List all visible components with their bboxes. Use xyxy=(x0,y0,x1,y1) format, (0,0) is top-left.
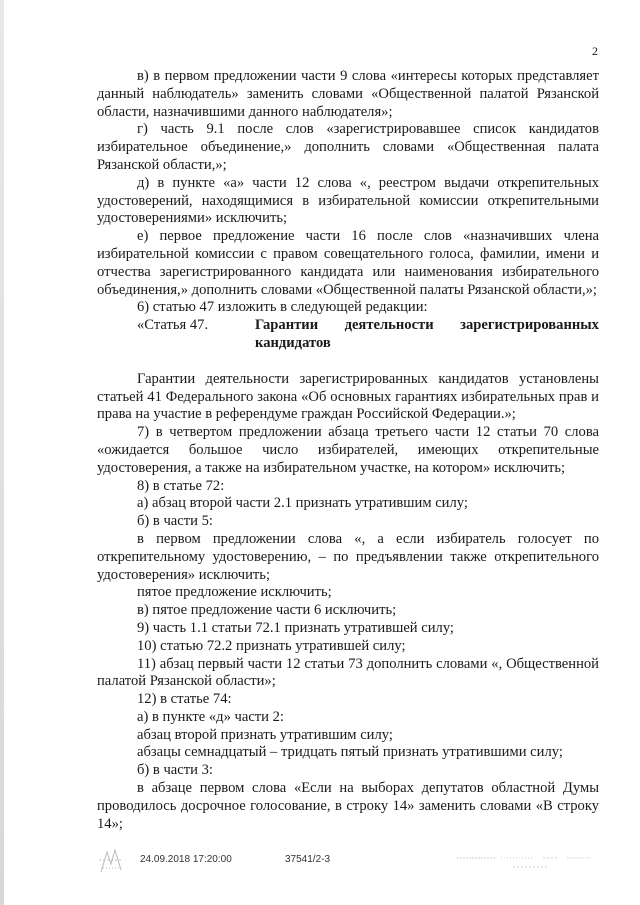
paragraph: а) абзац второй части 2.1 признать утратившим силу; xyxy=(137,495,468,512)
faded-signature-mark xyxy=(455,852,595,872)
article-title-line2: кандидатов xyxy=(255,334,331,351)
paragraph: в) пятое предложение части 6 исключить; xyxy=(137,602,397,619)
paragraph: в первом предложении слова «, а если избиратель голосует по открепительному удостоверению, – по предъявлении также открепительного удостоверения» исключить; xyxy=(97,530,599,583)
scan-edge xyxy=(0,0,4,905)
paragraph: в абзаце первом слова «Если на выборах депутатов областной Думы проводилось досрочное голосование, в строку 14» заменить словами «В строку 14»; xyxy=(97,780,599,832)
paragraph: 11) абзац первый части 12 статьи 73 дополнить словами «, Общественной палатой Рязанской области»; xyxy=(97,655,599,690)
article-title-word: Гарантии xyxy=(255,317,319,334)
paragraph: 10) статью 72.2 признать утратившей силу; xyxy=(137,637,406,654)
spacer xyxy=(97,353,599,371)
article-title-word: деятельности xyxy=(344,317,434,334)
paragraph: е) первое предложение части 16 после слов «назначивших члена избирательной комиссии с правом совещательного голоса, фамилии, имени и отчества зарегистрированного кандидата или наименования избирательного объединения,» дополнить словами «Общественной палаты Рязанской области,»; xyxy=(97,228,599,298)
paragraph: 9) часть 1.1 статьи 72.1 признать утратившей силу; xyxy=(137,619,454,636)
paragraph-group-1 xyxy=(97,68,599,317)
paragraph: 6) статью 47 изложить в следующей редакции: xyxy=(137,299,428,316)
footer-doc-code: 37541/2-3 xyxy=(285,854,331,865)
article-label: «Статья 47. xyxy=(137,317,209,334)
paragraph: в) в первом предложении части 9 слова «интересы которых представляет данный наблюдатель» заменить словами «Общественной палатой Рязанской области, назначившими данного наблюдателя»; xyxy=(97,68,599,120)
page-number: 2 xyxy=(592,44,598,58)
footer-datetime: 24.09.2018 17:20:00 xyxy=(140,854,232,865)
document-body xyxy=(97,68,599,833)
paragraph: 7) в четвертом предложении абзаца третьего части 12 статьи 70 слова «ожидается большое число избирателей, имеющих открепительные удостоверения, а также на избирательном участке, на котором» исключить; xyxy=(97,424,599,476)
paragraph-group-2 xyxy=(97,371,599,834)
paragraph: 8) в статье 72: xyxy=(137,477,225,494)
article-title-word: зарегистрированных xyxy=(460,317,599,334)
paragraph: д) в пункте «а» части 12 слова «, реестром выдачи открепительных удостоверений, находящимися в избирательной комиссии открепительными удостоверениями» исключить; xyxy=(97,174,599,227)
paragraph: г) часть 9.1 после слов «зарегистрировавшее список кандидатов избирательное объединение,» дополнить словами «Общественная палата Рязанской области,»; xyxy=(97,121,599,173)
paragraph: а) в пункте «д» части 2: xyxy=(137,708,284,725)
paragraph: абзац второй признать утратившим силу; xyxy=(137,726,393,743)
article-title xyxy=(255,317,599,353)
article-title-line1 xyxy=(255,317,599,335)
paragraph: пятое предложение исключить; xyxy=(137,584,332,601)
paragraph: б) в части 3: xyxy=(137,762,213,779)
article-heading xyxy=(97,317,599,353)
paragraph: 12) в статье 74: xyxy=(137,691,232,708)
paragraph: Гарантии деятельности зарегистрированных кандидатов установлены статьей 41 Федерального закона «Об основных гарантиях избирательных прав и права на участие в референдуме граждан Российской Федерации.»; xyxy=(97,370,599,423)
paragraph: абзацы семнадцатый – тридцать пятый признать утратившими силу; xyxy=(137,744,563,761)
scan-stamp-mark xyxy=(97,846,125,876)
paragraph: б) в части 5: xyxy=(137,513,213,530)
